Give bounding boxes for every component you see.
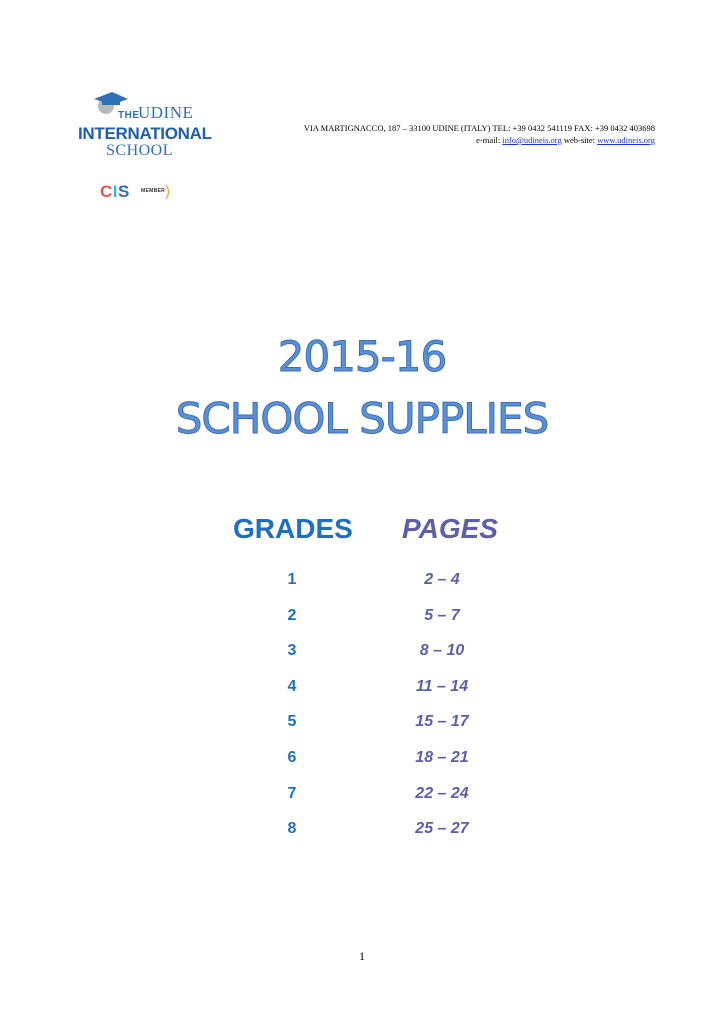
cis-letter-s: S [118, 182, 130, 201]
cis-letter-i: I [112, 182, 119, 201]
pages-cell: 22 – 24 [415, 784, 469, 802]
cis-letters [100, 182, 130, 202]
email-label: e-mail: [476, 135, 503, 145]
logo-school: SCHOOL [106, 142, 174, 159]
address-line: VIA MARTIGNACCO, 187 – 33100 UDINE (ITALY) TEL: +39 0432 541119 FAX: +39 0432 403698 [303, 123, 655, 133]
title-year: 2015-16 [277, 332, 447, 381]
grade-cell: 4 [287, 677, 297, 695]
table-row [0, 678, 724, 714]
pages-cell: 5 – 7 [424, 606, 460, 624]
grades-heading: GRADES [233, 513, 353, 544]
logo-the: THE [118, 110, 140, 121]
logo-udine: UDINE [138, 103, 194, 122]
table-row [0, 571, 724, 607]
table-row [0, 749, 724, 785]
grade-cell: 3 [287, 642, 297, 660]
table-row [0, 785, 724, 821]
cis-member-logo [100, 182, 180, 202]
pages-heading: PAGES [402, 513, 498, 544]
pages-cell: 15 – 17 [415, 713, 469, 731]
logo-international: INTERNATIONAL [78, 124, 212, 143]
cis-member-label: MEMBER [141, 188, 166, 194]
pages-cell: 8 – 10 [419, 642, 465, 660]
grade-cell: 1 [287, 571, 297, 588]
table-row [0, 713, 724, 749]
table-row [0, 642, 724, 678]
website-label: web-site: [561, 135, 598, 145]
table-row [0, 607, 724, 643]
pages-cell: 2 – 4 [424, 571, 460, 588]
grade-cell: 5 [287, 713, 297, 731]
grade-cell: 2 [287, 606, 297, 624]
website-link[interactable]: www.udineis.org [597, 135, 655, 145]
table-row [0, 820, 724, 856]
grade-cell: 8 [287, 820, 297, 838]
email-link[interactable]: info@udineis.org [502, 135, 562, 145]
cis-letter-c: C [100, 182, 113, 201]
web-contact-line [304, 134, 655, 146]
pages-cell: 25 – 27 [415, 820, 469, 838]
contact-header [304, 122, 655, 146]
title-school-supplies: SCHOOL SUPPLIES [175, 394, 549, 443]
grade-cell: 6 [287, 748, 297, 766]
page-number: 1 [359, 949, 365, 963]
school-logo [78, 90, 212, 160]
pages-cell: 18 – 21 [415, 748, 469, 766]
cis-paren: ) [165, 183, 170, 200]
grades-pages-table [0, 571, 724, 856]
grade-cell: 7 [287, 784, 297, 802]
pages-cell: 11 – 14 [415, 677, 469, 695]
